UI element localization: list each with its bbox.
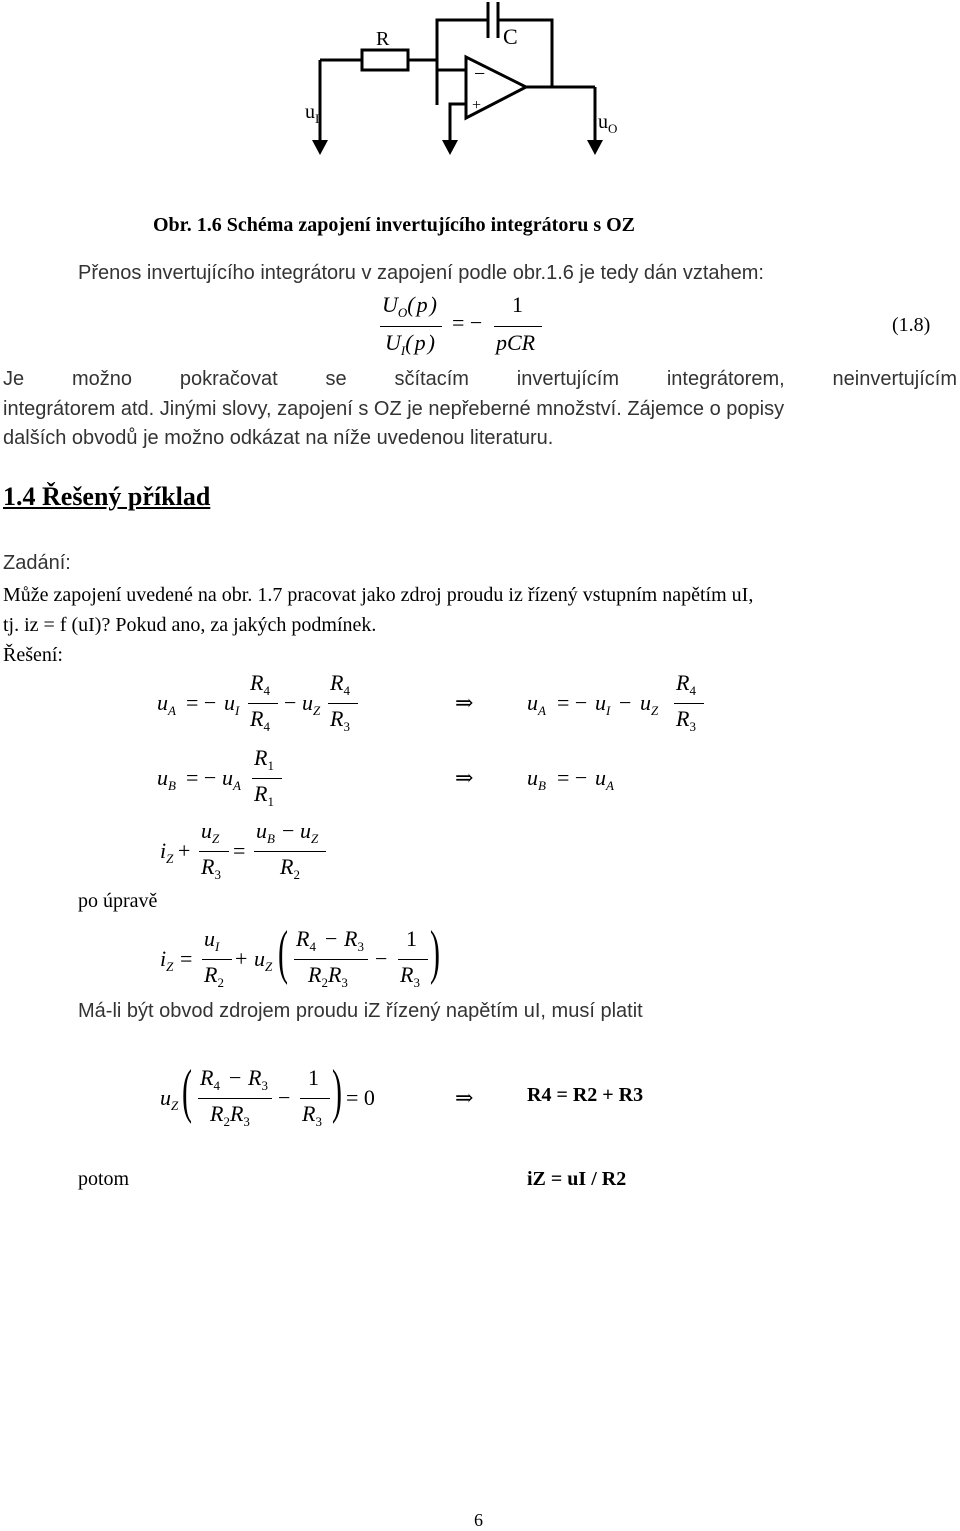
reseni-label: Řešení: [3, 644, 63, 666]
po-uprave-label: po úpravě [78, 890, 158, 912]
result-condition: R4 = R2 + R3 [527, 1084, 644, 1106]
noninverting-input-sign: + [472, 97, 482, 114]
equation-number: (1.8) [892, 314, 931, 336]
potom-label: potom [78, 1168, 130, 1190]
input-voltage-label: $u_I$ [305, 101, 320, 126]
output-voltage-label: $u_O$ [598, 111, 618, 136]
integrator-circuit-diagram [290, 0, 650, 200]
resistor-label: R [376, 28, 390, 50]
result-current: iZ = uI / R2 [527, 1168, 627, 1190]
task-line-2: tj. iz = f (uI)? Pokud ano, za jakých podmínek. [3, 614, 377, 636]
paragraph-line-3: dalších obvodů je možno odkázat na níže uvedenou literaturu. [3, 427, 554, 449]
task-line-1: Může zapojení uvedené na obr. 1.7 pracovat jako zdroj proudu iz řízený vstupním napětím uI, [3, 584, 754, 606]
page-number: 6 [474, 1510, 483, 1530]
inverting-input-sign: − [474, 63, 486, 85]
section-heading: 1.4 Řešený příklad [3, 482, 211, 511]
transfer-intro: Přenos invertujícího integrátoru v zapojení podle obr.1.6 je tedy dán vztahem: [78, 262, 764, 284]
figure-caption: Obr. 1.6 Schéma zapojení invertujícího integrátoru s OZ [153, 214, 636, 236]
capacitor-label: C [503, 24, 518, 49]
condition-text: Má-li být obvod zdrojem proudu iZ řízený napětím uI, musí platit [78, 1000, 643, 1022]
paragraph-line-2: integrátorem atd. Jinými slovy, zapojení s OZ je nepřeberné množství. Zájemce o popisy [3, 398, 785, 420]
paragraph-line-1: Je možno pokračovat se sčítacím invertujícím integrátorem, neinvertujícím [3, 368, 957, 390]
zadani-label: Zadání: [3, 552, 71, 574]
